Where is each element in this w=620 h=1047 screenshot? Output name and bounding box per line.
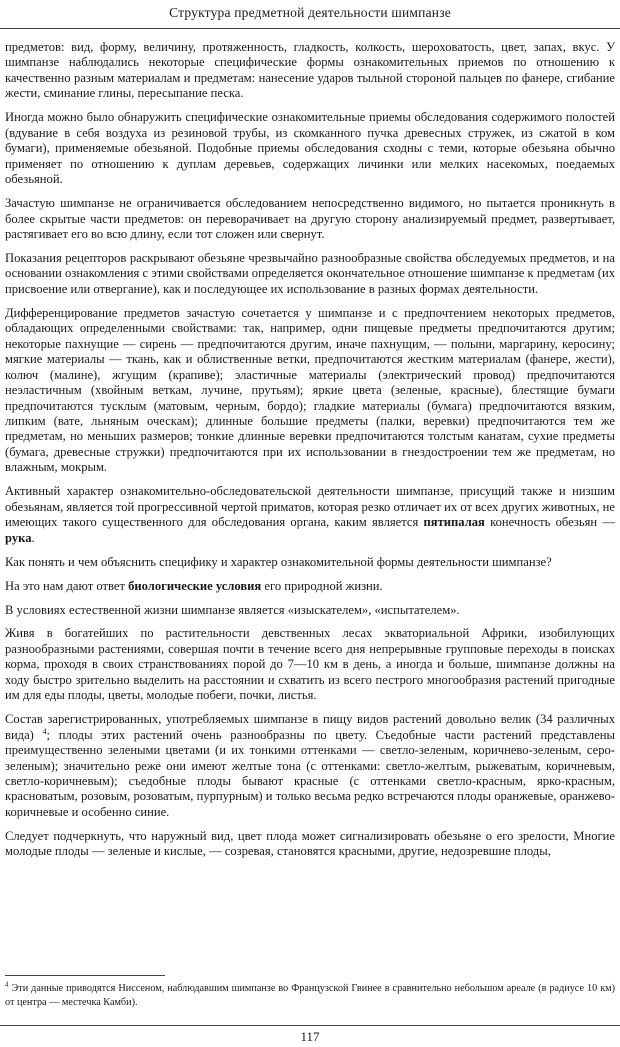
header-title: Структура предметной деятельности шимпанзе: [169, 5, 451, 20]
term-five-fingered: пятипалая: [423, 515, 485, 530]
footnote-ref[interactable]: 4: [42, 726, 47, 736]
term-hand: рука: [5, 530, 32, 545]
paragraph-answer: [5, 579, 615, 594]
page-number: 117: [300, 1029, 320, 1044]
paragraph-question: Как понять и чем объяснить специфику и характер ознакомительной формы деятельности шимпанзе?: [5, 554, 552, 569]
body-text: [5, 40, 615, 868]
paragraph-natural: В условиях естественной жизни шимпанзе является «изыскателем», «испытателем».: [5, 602, 460, 617]
paragraph-active: [5, 484, 615, 546]
paragraph-5: Дифференцирование предметов зачастую сочетается у шимпанзе и с предпочтением некоторых предметов, обладающих определенными свойствами: так, например, одни пищевые предметы предпочитаются другим; некоторые пахнущие — сирень — предпочитаются другим, иначе пахнущим, — полыни, маргарину, керосину; мягкие материалы — ткань, как и облиственные ветки, предпочитаются жестким материалам (фанере, жести), колюч (малине), жгущим (крапиве); эластичные материалы (электрический провод) предпочитаются неэластичным (хвойным веткам, лучине, прутьям); яркие цвета (зеленые, красные), блестящие бумаги предпочитаются тусклым (матовым, черным, бордо); гладкие материалы (бумага) предпочитаются вязким, липким (вате, льняным оческам); длинные большие предметы (палки, веревки) предпочитаются тем же предметам, но меньших размеров; тонкие длинные веревки предпочитаются толстым канатам, сухие предметы (бумага, древесные стружки) предпочитаются при их использовании в гнездостроении тем же предметам, но влажным, мокрым.: [5, 305, 615, 475]
paragraph-1: предметов: вид, форму, величину, протяженность, гладкость, колкость, шероховатость, цвет, запах, вкус. У шимпанзе наблюдались некоторые специфические формы ознакомительных приемов по отношению к качественно разным материалам и предметам: нанесение ударов тыльной стороной пальцев по фанере, сгибание жести, сминание глины, пересыпание песка.: [5, 40, 615, 101]
paragraph-composition-text-1: Состав зарегистрированных, употребляемых шимпанзе в пищу видов растений довольно велик (34 различных вида): [5, 712, 615, 742]
paragraph-active-text-3: .: [31, 530, 35, 545]
paragraph-answer-text-1: На это нам дают ответ: [5, 578, 129, 593]
paragraph-3: Зачастую шимпанзе не ограничивается обследованием непосредственно видимого, но пытается проникнуть в более скрытые части предметов: он переворачивает на другую сторону анализируемый предмет, развертывает, растягивает его во всю длину, если тот сложен или свернут.: [5, 196, 615, 241]
paragraph-answer-text-2: его природной жизни.: [261, 578, 383, 593]
paragraph-composition-text-2: ; плоды этих растений очень разнообразны по цвету. Съедобные части растений представлены преимущественно зелеными цветами (и их тонкими оттенками — светло-зеленым, коричнево-зеленым, серо-зеленым); значительно реже они имеют желтые тона (с оттенками: светло-желтым, рыжеватым, коричневым, светло-коричневым); съедобные плоды бывают красные (с оттенками светло-красным, ярко-красным, красноватым, розовым, розоватым, пурпурным) и только весьма редко встречаются плоды оранжевые, оранжево-коричневые и особенно синие.: [5, 727, 615, 819]
footnote: [5, 982, 615, 1009]
paragraph-last: Следует подчеркнуть, что наружный вид, цвет плода может сигнализировать обезьяне о его зрелости, Многие молодые плоды — зеленые и кислые, — созревая, становятся красными, другие, недозревшие плоды,: [5, 828, 615, 859]
paragraph-active-text-2: конечность обезьян —: [484, 515, 615, 530]
running-header: [0, 0, 620, 29]
term-biological-conditions: биологические условия: [128, 578, 262, 593]
paragraph-active-text-1: Активный характер ознакомительно-обследовательской деятельности шимпанзе, присущий также и низшим обезьянам, является той прогрессивной чертой приматов, которая резко отличает их от всех других животных, не имеющих такого существенного для обследования органа, каким является: [5, 484, 615, 530]
paragraph-2: Иногда можно было обнаружить специфические ознакомительные приемы обследования содержимого полостей (вдувание в себя воздуха из резиновой трубы, из скомканного пучка древесных стружек, из сжатой в ком бумаги), применяемые обезьяной. Подобные приемы обследования сходны с теми, которые обезьяна обычно применяет по отношению к дуплам деревьев, содержащих личинки или мелких насекомых, поедаемых обезьяной.: [5, 110, 615, 187]
paragraph-composition: [5, 712, 615, 820]
paragraph-africa: Живя в богатейших по растительности девственных лесах экваториальной Африки, изобилующих разнообразными растениями, совершая почти в течение всего дня непрерывные групповые переходы в поисках корма, проходя в своих странствованиях порой до 7—10 км в день, а иногда и больше, шимпанзе должны на ходу быстро зрительно выделить на расстоянии и схватить из всего пестрого многообразия растений пригодные им для еды плоды, цветы, молодые побеги, почки, листья.: [5, 626, 615, 703]
paragraph-4: Показания рецепторов раскрывают обезьяне чрезвычайно разнообразные свойства обследуемых предметов, и на основании ознакомления с этими свойствами определяется окончательное отношение шимпанзе к предметам (их присвоение или отвергание), как и последующее их использование в разных формах деятельности.: [5, 250, 615, 296]
bottom-divider: [0, 1025, 620, 1026]
footnote-mark: 4: [5, 980, 9, 989]
footnote-divider: [5, 975, 165, 976]
footnote-text: Эти данные приводятся Ниссеном, наблюдавшим шимпанзе во Французской Гвинее в сравнительно небольшом ареале (в радиусе 10 км) от центра — местечка Камби).: [5, 983, 615, 1008]
